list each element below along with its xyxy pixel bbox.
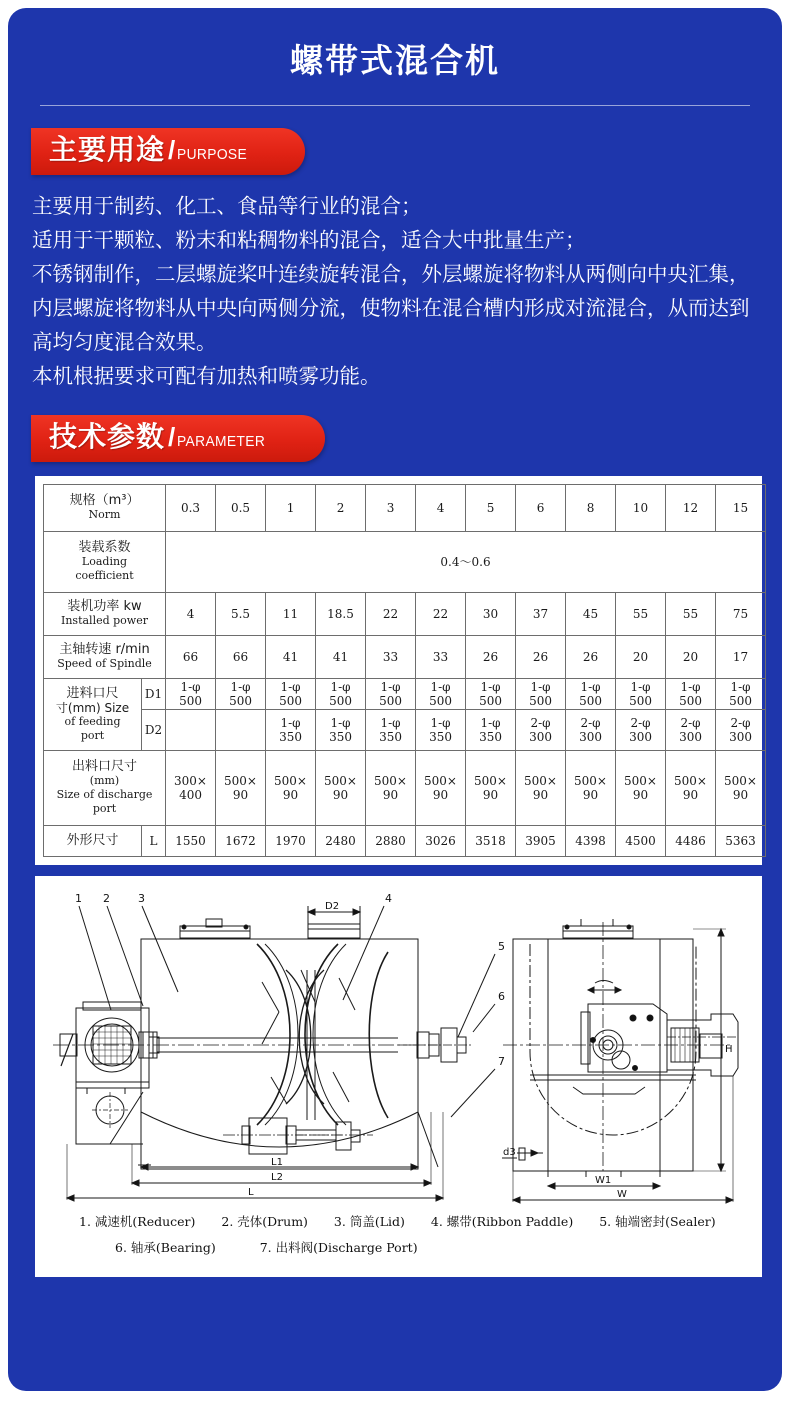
row-sub-d1: D1 — [142, 679, 166, 710]
cell-d2-11: 2-φ 300 — [716, 710, 766, 751]
row-label-loading-en2: coefficient — [75, 569, 134, 582]
blue-panel — [8, 8, 782, 1391]
row-label-feeding-en1: of feeding — [64, 714, 121, 728]
cell-overall-3: 2480 — [316, 826, 366, 857]
row-label-feeding — [44, 679, 142, 751]
cell-discharge-4: 500× 90 — [366, 751, 416, 826]
table-row-discharge — [44, 751, 766, 826]
cell-d2-10: 2-φ 300 — [666, 710, 716, 751]
cell-d1-11: 1-φ 500 — [716, 679, 766, 710]
cell-d1-1: 1-φ 500 — [216, 679, 266, 710]
cell-d2-1 — [216, 710, 266, 751]
legend-item-3: 3. 筒盖(Lid) — [333, 1214, 405, 1229]
svg-text:L1: L1 — [271, 1157, 283, 1168]
row-label-feeding-cn1: 进料口尺 — [66, 685, 119, 701]
machine-drawing — [43, 882, 754, 1207]
row-label-power — [44, 593, 166, 636]
cell-d1-9: 1-φ 500 — [616, 679, 666, 710]
cell-discharge-11: 500× 90 — [716, 751, 766, 826]
cell-discharge-2: 500× 90 — [266, 751, 316, 826]
row-label-discharge — [44, 751, 166, 826]
parameter-badge-cn: 技术参数 — [49, 420, 166, 453]
cell-d2-4: 1-φ 350 — [366, 710, 416, 751]
cell-discharge-5: 500× 90 — [416, 751, 466, 826]
cell-loading-merged: 0.4～0.6 — [166, 532, 766, 593]
row-sub-d2: D2 — [142, 710, 166, 751]
cell-overall-6: 3518 — [466, 826, 516, 857]
cell-norm-3: 2 — [316, 485, 366, 532]
purpose-badge-slash: / — [168, 135, 176, 165]
cell-speed-11: 17 — [716, 636, 766, 679]
cell-d1-7: 1-φ 500 — [516, 679, 566, 710]
legend-line-2 — [79, 1235, 754, 1261]
purpose-badge — [31, 128, 305, 175]
cell-overall-7: 3905 — [516, 826, 566, 857]
cell-overall-1: 1672 — [216, 826, 266, 857]
cell-d2-6: 1-φ 350 — [466, 710, 516, 751]
cell-d1-3: 1-φ 500 — [316, 679, 366, 710]
cell-power-2: 11 — [266, 593, 316, 636]
table-row-norm — [44, 485, 766, 532]
svg-text:2: 2 — [103, 892, 110, 905]
row-label-feeding-en2: port — [80, 728, 105, 742]
cell-power-9: 55 — [616, 593, 666, 636]
legend-item-4: 4. 螺带(Ribbon Paddle) — [430, 1214, 574, 1229]
page-title: 螺带式混合机 — [290, 41, 500, 80]
cell-speed-0: 66 — [166, 636, 216, 679]
legend-item-7: 7. 出料阀(Discharge Port) — [259, 1240, 418, 1255]
cell-speed-3: 41 — [316, 636, 366, 679]
svg-text:4: 4 — [385, 892, 392, 905]
row-label-speed-cn: 主轴转速 r/min — [59, 642, 150, 657]
svg-text:H: H — [725, 1044, 733, 1055]
cell-overall-2: 1970 — [266, 826, 316, 857]
diagram-legend — [43, 1207, 754, 1269]
cell-power-11: 75 — [716, 593, 766, 636]
row-label-norm-en: Norm — [88, 508, 121, 521]
legend-item-5: 5. 轴端密封(Sealer) — [599, 1214, 716, 1229]
cell-power-0: 4 — [166, 593, 216, 636]
purpose-badge-cn: 主要用途 — [49, 133, 166, 166]
cell-overall-8: 4398 — [566, 826, 616, 857]
cell-d2-9: 2-φ 300 — [616, 710, 666, 751]
row-label-discharge-en1: Size of discharge — [56, 788, 153, 801]
row-label-norm-cn: 规格（m³） — [69, 493, 140, 508]
row-label-feeding-cn2: 寸(mm) Size — [55, 700, 130, 715]
cell-speed-9: 20 — [616, 636, 666, 679]
cell-norm-2: 1 — [266, 485, 316, 532]
table-row-feeding-d1 — [44, 679, 766, 710]
cell-speed-10: 20 — [666, 636, 716, 679]
cell-d2-5: 1-φ 350 — [416, 710, 466, 751]
cell-d1-2: 1-φ 500 — [266, 679, 316, 710]
title-divider — [40, 105, 750, 106]
svg-text:d3: d3 — [503, 1147, 516, 1158]
svg-text:L: L — [248, 1187, 254, 1198]
cell-speed-2: 41 — [266, 636, 316, 679]
row-label-loading-en1: Loading — [81, 555, 128, 568]
legend-line-1 — [79, 1209, 754, 1235]
row-label-discharge-cn1: 出料口尺寸 — [72, 759, 138, 774]
cell-norm-5: 4 — [416, 485, 466, 532]
cell-d2-2: 1-φ 350 — [266, 710, 316, 751]
row-label-loading-cn: 装载系数 — [78, 540, 131, 555]
cell-discharge-0: 300× 400 — [166, 751, 216, 826]
cell-overall-10: 4486 — [666, 826, 716, 857]
svg-text:6: 6 — [498, 990, 505, 1003]
row-label-discharge-en2: port — [92, 802, 117, 815]
svg-text:D2: D2 — [325, 901, 340, 912]
cell-norm-1: 0.5 — [216, 485, 266, 532]
row-label-power-en: Installed power — [61, 614, 148, 627]
cell-power-1: 5.5 — [216, 593, 266, 636]
row-label-loading — [44, 532, 166, 593]
purpose-badge-wrap — [8, 128, 782, 175]
cell-d2-3: 1-φ 350 — [316, 710, 366, 751]
purpose-line-4: 本机根据要求可配有加热和喷雾功能。 — [32, 364, 381, 388]
row-label-discharge-cn2: (mm) — [89, 774, 120, 787]
cell-norm-6: 5 — [466, 485, 516, 532]
svg-text:7: 7 — [498, 1055, 505, 1068]
legend-item-1: 1. 减速机(Reducer) — [79, 1214, 196, 1229]
cell-speed-1: 66 — [216, 636, 266, 679]
purpose-badge-en: PURPOSE — [177, 146, 248, 163]
row-label-norm — [44, 485, 166, 532]
cell-power-8: 45 — [566, 593, 616, 636]
cell-d1-4: 1-φ 500 — [366, 679, 416, 710]
purpose-line-3: 不锈钢制作，二层螺旋桨叶连续旋转混合，外层螺旋将物料从两侧向中央汇集，内层螺旋将物料从中央向两侧分流，使物料在混合槽内形成对流混合，从而达到高均匀度混合效果。 — [32, 262, 750, 354]
cell-overall-11: 5363 — [716, 826, 766, 857]
spec-table — [43, 484, 766, 857]
cell-norm-7: 6 — [516, 485, 566, 532]
diagram-panel — [35, 876, 762, 1277]
table-row-speed — [44, 636, 766, 679]
cell-speed-6: 26 — [466, 636, 516, 679]
cell-discharge-9: 500× 90 — [616, 751, 666, 826]
cell-speed-8: 26 — [566, 636, 616, 679]
cell-power-4: 22 — [366, 593, 416, 636]
parameter-badge-en: PARAMETER — [177, 433, 266, 450]
svg-text:1: 1 — [75, 892, 82, 905]
cell-discharge-10: 500× 90 — [666, 751, 716, 826]
row-label-speed — [44, 636, 166, 679]
row-label-overall-cn: 外形尺寸 — [66, 833, 119, 848]
row-label-power-cn: 装机功率 kw — [67, 599, 142, 614]
cell-power-3: 18.5 — [316, 593, 366, 636]
cell-discharge-1: 500× 90 — [216, 751, 266, 826]
cell-d2-0 — [166, 710, 216, 751]
svg-text:L2: L2 — [271, 1172, 283, 1183]
cell-speed-7: 26 — [516, 636, 566, 679]
cell-d1-10: 1-φ 500 — [666, 679, 716, 710]
cell-d1-8: 1-φ 500 — [566, 679, 616, 710]
parameter-badge-slash: / — [168, 422, 176, 452]
row-label-speed-en: Speed of Spindle — [57, 657, 152, 670]
cell-d2-7: 2-φ 300 — [516, 710, 566, 751]
svg-text:5: 5 — [498, 940, 505, 953]
cell-norm-0: 0.3 — [166, 485, 216, 532]
purpose-line-1: 主要用于制药、化工、食品等行业的混合； — [32, 194, 422, 218]
cell-d1-6: 1-φ 500 — [466, 679, 516, 710]
table-row-feeding-d2 — [44, 710, 766, 751]
cell-power-7: 37 — [516, 593, 566, 636]
cell-overall-5: 3026 — [416, 826, 466, 857]
spec-table-panel — [35, 476, 762, 865]
cell-overall-0: 1550 — [166, 826, 216, 857]
cell-power-5: 22 — [416, 593, 466, 636]
cell-d1-5: 1-φ 500 — [416, 679, 466, 710]
cell-d2-8: 2-φ 300 — [566, 710, 616, 751]
purpose-text — [8, 175, 782, 393]
cell-discharge-8: 500× 90 — [566, 751, 616, 826]
cell-overall-9: 4500 — [616, 826, 666, 857]
parameter-badge-wrap — [8, 415, 782, 462]
cell-discharge-6: 500× 90 — [466, 751, 516, 826]
cell-speed-4: 33 — [366, 636, 416, 679]
cell-power-6: 30 — [466, 593, 516, 636]
cell-discharge-3: 500× 90 — [316, 751, 366, 826]
cell-norm-8: 8 — [566, 485, 616, 532]
cell-d1-0: 1-φ 500 — [166, 679, 216, 710]
table-row-overall — [44, 826, 766, 857]
table-row-power — [44, 593, 766, 636]
row-label-overall — [44, 826, 142, 857]
parameter-badge — [31, 415, 325, 462]
cell-power-10: 55 — [666, 593, 716, 636]
svg-text:3: 3 — [138, 892, 145, 905]
cell-norm-11: 15 — [716, 485, 766, 532]
svg-text:W: W — [617, 1189, 627, 1200]
row-sub-overall: L — [142, 826, 166, 857]
cell-norm-9: 10 — [616, 485, 666, 532]
cell-discharge-7: 500× 90 — [516, 751, 566, 826]
legend-item-2: 2. 壳体(Drum) — [221, 1214, 308, 1229]
svg-text:W1: W1 — [595, 1175, 612, 1186]
purpose-line-2: 适用于干颗粒、粉末和粘稠物料的混合，适合大中批量生产； — [32, 228, 586, 252]
cell-norm-10: 12 — [666, 485, 716, 532]
table-row-loading — [44, 532, 766, 593]
legend-item-6: 6. 轴承(Bearing) — [115, 1240, 216, 1255]
cell-speed-5: 33 — [416, 636, 466, 679]
cell-overall-4: 2880 — [366, 826, 416, 857]
cell-norm-4: 3 — [366, 485, 416, 532]
